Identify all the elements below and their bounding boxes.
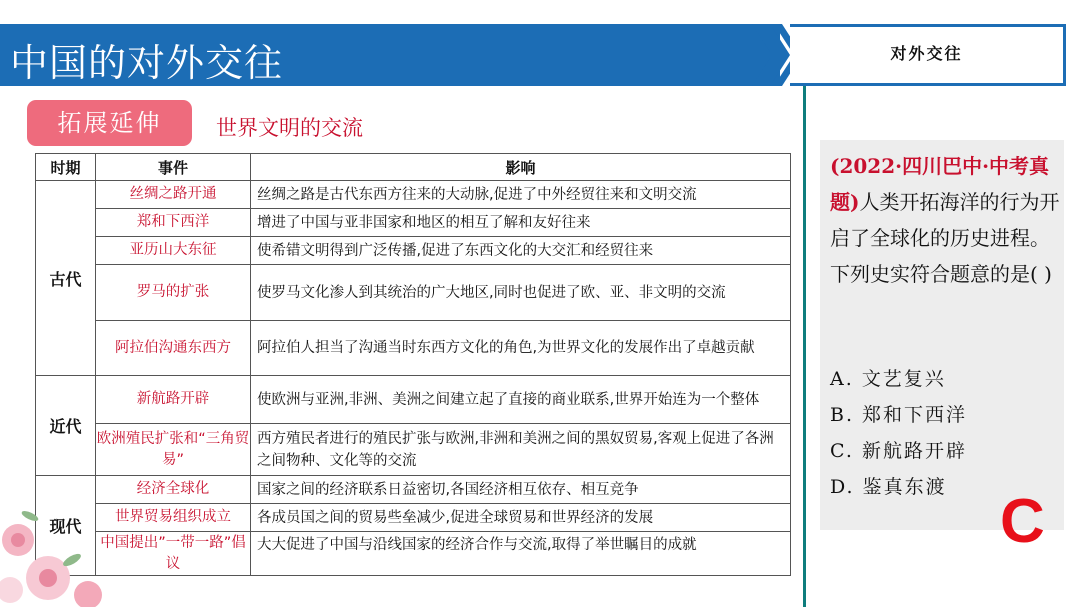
event-cell: 郑和下西洋 bbox=[96, 209, 251, 237]
section-title: 世界文明的交流 bbox=[216, 116, 363, 140]
impact-cell: 各成员国之间的贸易些垒减少,促进全球贸易和世界经济的发展 bbox=[251, 504, 791, 532]
topic-label-box bbox=[790, 24, 1066, 86]
option-b: B. 郑和下西洋 bbox=[830, 404, 968, 426]
event-cell: 丝绸之路开通 bbox=[96, 181, 251, 209]
impact-cell: 使罗马文化渗人到其统治的广大地区,同时也促进了欧、亚、非文明的交流 bbox=[251, 265, 791, 321]
question-body: 人类开拓海洋的行为开启了全球化的历史进程。下列史实符合题意的是( ) bbox=[830, 190, 1060, 286]
question-source: (2022·四川巴中·中考真题) bbox=[830, 154, 1050, 214]
event-cell: 世界贸易组织成立 bbox=[96, 504, 251, 532]
question-panel bbox=[820, 140, 1064, 530]
impact-cell: 大大促进了中国与沿线国家的经济合作与交流,取得了举世瞩目的成就 bbox=[251, 532, 791, 576]
table-row bbox=[36, 181, 791, 209]
option-c: C. 新航路开辟 bbox=[830, 440, 967, 462]
table-row bbox=[36, 504, 791, 532]
slide-title: 中国的对外交往 bbox=[10, 41, 284, 85]
topic-label: 对外交往 bbox=[890, 44, 963, 63]
event-cell: 中国提出”一带一路”倡议 bbox=[96, 532, 251, 576]
table-row bbox=[36, 476, 791, 504]
event-cell: 阿拉伯沟通东西方 bbox=[96, 321, 251, 376]
period-cell: 现代 bbox=[36, 476, 96, 576]
table-row bbox=[36, 424, 791, 476]
event-cell: 经济全球化 bbox=[96, 476, 251, 504]
table-row bbox=[36, 209, 791, 237]
option-d: D. 鉴真东渡 bbox=[830, 476, 947, 498]
impact-cell: 丝绸之路是古代东西方往来的大动脉,促进了中外经贸往来和文明交流 bbox=[251, 181, 791, 209]
divider-line bbox=[803, 86, 806, 607]
event-cell: 欧洲殖民扩张和“三角贸易” bbox=[96, 424, 251, 476]
event-cell: 罗马的扩张 bbox=[96, 265, 251, 321]
impact-cell: 西方殖民者进行的殖民扩张与欧洲,非洲和美洲之间的黑奴贸易,客观上促进了各洲之间物种、文化等的交流 bbox=[251, 424, 791, 476]
event-cell: 亚历山大东征 bbox=[96, 237, 251, 265]
column-header: 事件 bbox=[96, 154, 251, 181]
section-badge: 拓展延伸 bbox=[27, 100, 192, 146]
table-row bbox=[36, 376, 791, 424]
table-row bbox=[36, 321, 791, 376]
column-header: 时期 bbox=[36, 154, 96, 181]
impact-cell: 使欧洲与亚洲,非洲、美洲之间建立起了直接的商业联系,世界开始连为一个整体 bbox=[251, 376, 791, 424]
impact-cell: 使希错文明得到广泛传播,促进了东西文化的大交汇和经贸往来 bbox=[251, 237, 791, 265]
impact-cell: 阿拉伯人担当了沟通当时东西方文化的角色,为世界文化的发展作出了卓越贡献 bbox=[251, 321, 791, 376]
answer-letter: C bbox=[1000, 487, 1045, 556]
period-cell: 近代 bbox=[36, 376, 96, 476]
exchange-table bbox=[35, 153, 791, 576]
column-header: 影响 bbox=[251, 154, 791, 181]
option-a: A. 文艺复兴 bbox=[830, 368, 946, 390]
question-text bbox=[830, 148, 1062, 292]
event-cell: 新航路开辟 bbox=[96, 376, 251, 424]
table-row bbox=[36, 237, 791, 265]
flower-decoration-icon bbox=[0, 500, 110, 607]
impact-cell: 增进了中国与亚非国家和地区的相互了解和友好往来 bbox=[251, 209, 791, 237]
table-row bbox=[36, 532, 791, 576]
slide-header bbox=[0, 24, 1080, 86]
period-cell: 古代 bbox=[36, 181, 96, 376]
impact-cell: 国家之间的经济联系日益密切,各国经济相互依存、相互竞争 bbox=[251, 476, 791, 504]
header-bar bbox=[0, 24, 780, 86]
table-header-row bbox=[36, 154, 791, 181]
table-row bbox=[36, 265, 791, 321]
